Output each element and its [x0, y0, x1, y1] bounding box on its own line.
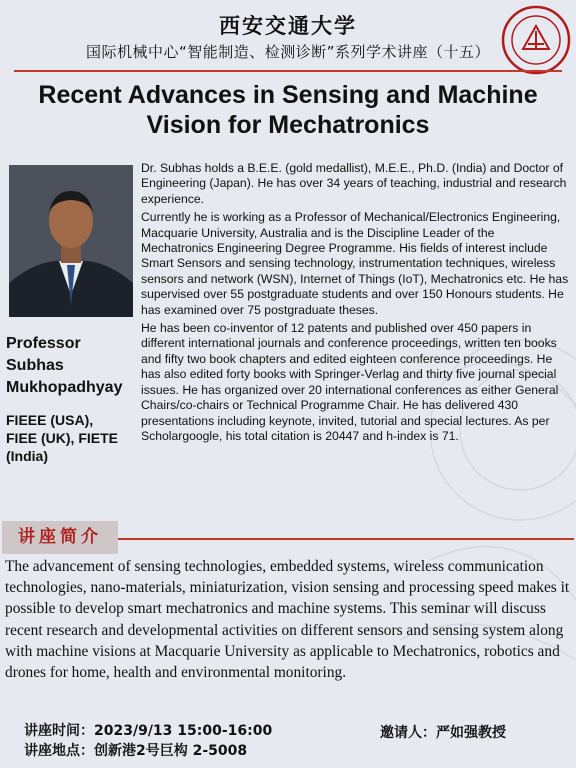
section-divider	[118, 538, 574, 540]
lecture-time-label: 讲座时间：	[24, 723, 94, 739]
bio-paragraph: Dr. Subhas holds a B.E.E. (gold medallist), M.E.E., Ph.D. (India) and Doctor of Engineering (Japan). He has over 34 years of teaching, industrial and research experience.	[141, 161, 567, 206]
header-divider	[14, 70, 562, 72]
speaker-honors-line: FIEE (UK), FIETE	[6, 430, 118, 446]
bio-paragraph: Currently he is working as a Professor of Mechanical/Electronics Engineering, Macquarie University, Australia and is the Discipline Leader of the Mechatronics Engineering Degree Programme. His fields of interest include Smart Sensors and sensing technology, instrumentation techniques, wireless sensors and network (WSN), Internet of Things (IoT), Mechatronics etc. He has supervised over 55 postgraduate students and over 150 Honours students. He has examined over 75 postgraduate theses.	[141, 210, 569, 317]
speaker-name-line: Professor	[6, 335, 81, 352]
lecture-time-value: 2023/9/13 15:00-16:00	[94, 723, 273, 739]
speaker-honors-line: FIEEE (USA),	[6, 412, 94, 428]
speaker-biography	[141, 161, 570, 447]
university-seal-icon	[500, 4, 572, 76]
university-name: 西安交通大学	[219, 13, 357, 38]
section-heading-intro: 讲座简介	[2, 521, 118, 554]
lecture-title-line: Vision for Mechatronics	[146, 111, 430, 139]
speaker-name-line: Subhas	[6, 357, 64, 374]
lecture-abstract: The advancement of sensing technologies, embedded systems, wireless communication technologies, nano-materials, miniaturization, vision sensing and processing speed makes it possible to develop smart mechatronics and machine systems. This seminar will discuss recent research and developmental activities on different sensors and sensing system along with machine visions at Macquarie University as applicable to Mechatronics, robotics and drones for home, health and environmental monitoring.	[5, 558, 570, 682]
lecture-place	[24, 740, 247, 760]
lecture-inviter-value: 严如强教授	[436, 725, 506, 741]
lecture-series-title: 国际机械中心“智能制造、检测诊断”系列学术讲座（十五）	[85, 43, 491, 61]
speaker-photo	[9, 165, 133, 317]
lecture-inviter-label: 邀请人：	[380, 725, 436, 741]
speaker-honors	[6, 411, 138, 465]
lecture-time	[24, 720, 272, 740]
lecture-title-line: Recent Advances in Sensing and Machine	[38, 81, 538, 109]
lecture-title	[10, 80, 566, 140]
speaker-name-line: Mukhopadhyay	[6, 379, 123, 396]
speaker-honors-line: (India)	[6, 448, 48, 464]
speaker-name	[6, 333, 138, 399]
lecture-inviter	[380, 722, 506, 742]
lecture-place-label: 讲座地点：	[24, 743, 94, 759]
bio-paragraph: He has been co-inventor of 12 patents and published over 450 papers in different international journals and conference proceedings, written ten books and fifty two book chapters and edited eighteen conference proceedings. He has also edited forty books with Springer-Verlag and thirty five journal special issues. He has organized over 20 international conferences as either General Chairs/co-chairs or Technical Programme Chair. He has delivered 430 presentations including keynote, invited, tutorial and special lectures. As per Scholargoogle, his total citation is 20447 and h-index is 71.	[141, 321, 559, 443]
lecture-place-value: 创新港2号巨构 2-5008	[94, 743, 248, 759]
